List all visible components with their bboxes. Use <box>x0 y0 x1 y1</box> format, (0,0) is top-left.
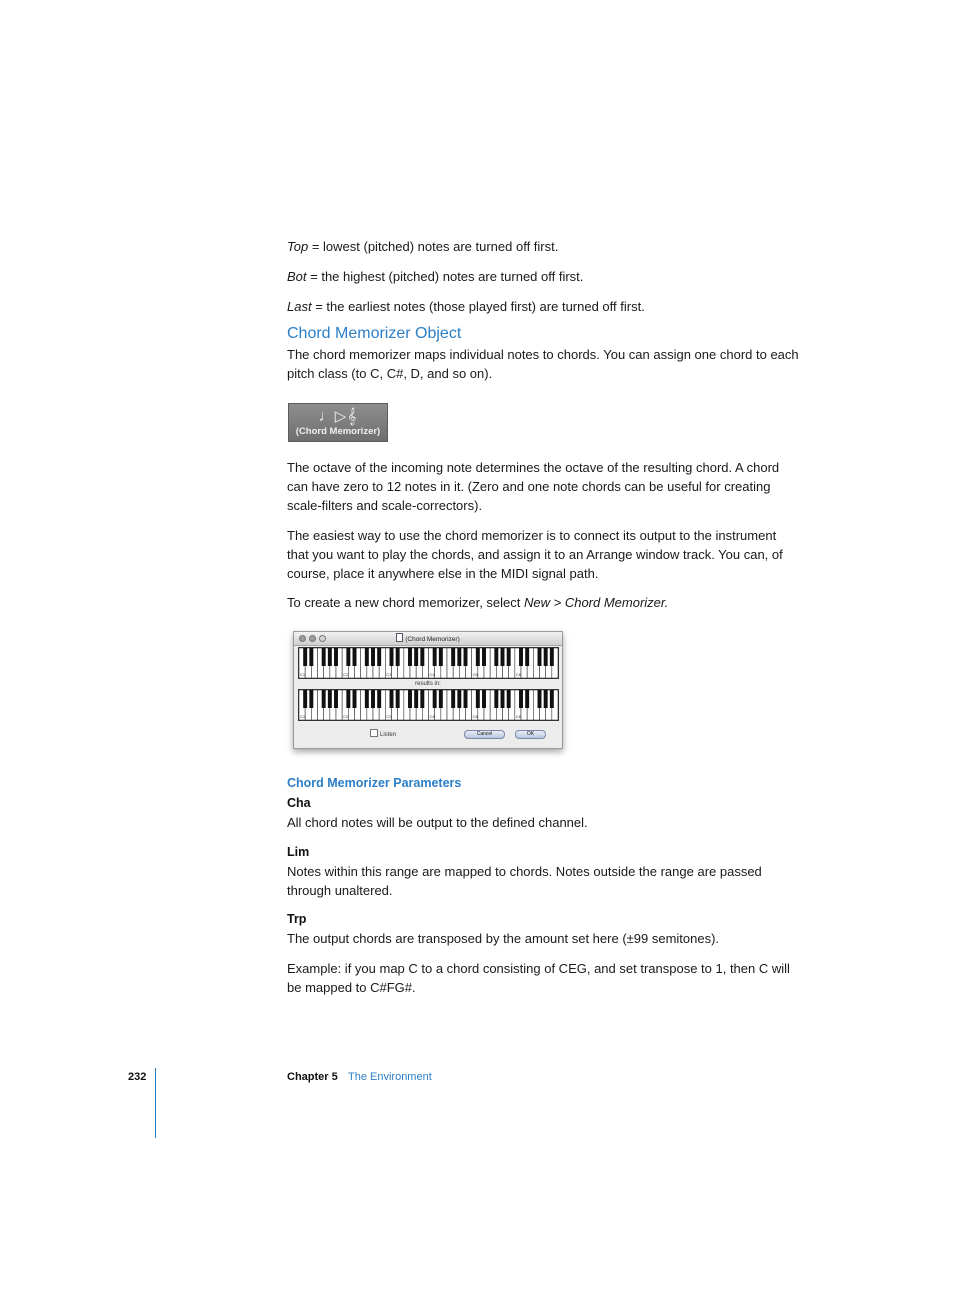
black-key[interactable] <box>544 648 548 666</box>
example-text: Example: if you map C to a chord consisting of CEG, and set transpose to 1, then C will be mapped to C#FG#. <box>287 961 790 995</box>
black-key[interactable] <box>464 690 468 708</box>
param-lim-label: Lim <box>287 845 310 859</box>
black-key[interactable] <box>451 690 455 708</box>
object-label: (Chord Memorizer) <box>295 426 381 437</box>
black-key[interactable] <box>346 690 350 708</box>
black-key[interactable] <box>538 648 542 666</box>
black-key[interactable] <box>439 648 443 666</box>
black-key[interactable] <box>353 648 357 666</box>
black-key[interactable] <box>507 690 511 708</box>
ok-button[interactable]: OK <box>515 730 546 739</box>
octave-label: C5 <box>472 714 478 719</box>
black-key[interactable] <box>414 648 418 666</box>
note-glyphs-icon: ♩▷𝄞 <box>318 408 358 425</box>
menu-path: New > Chord Memorizer. <box>524 595 669 610</box>
black-key[interactable] <box>353 690 357 708</box>
black-key[interactable] <box>365 690 369 708</box>
black-key[interactable] <box>544 690 548 708</box>
term-last: Last <box>287 299 312 314</box>
black-key[interactable] <box>482 648 486 666</box>
footer-rule <box>155 1068 156 1138</box>
black-key[interactable] <box>420 648 424 666</box>
black-key[interactable] <box>538 690 542 708</box>
black-key[interactable] <box>457 648 461 666</box>
black-key[interactable] <box>464 648 468 666</box>
black-key[interactable] <box>328 690 332 708</box>
octave-label: C6 <box>515 714 521 719</box>
document-icon <box>396 633 403 642</box>
section-para-2: The octave of the incoming note determines the octave of the resulting chord. A chord can have zero to 12 notes in it. (Zero and one note chords can be useful for creating scale-filters and scale-correctors). <box>287 460 780 513</box>
black-key[interactable] <box>408 690 412 708</box>
black-key[interactable] <box>346 648 350 666</box>
black-key[interactable] <box>408 648 412 666</box>
black-key[interactable] <box>322 690 326 708</box>
octave-label: C2 <box>343 672 349 677</box>
window-title <box>294 633 562 643</box>
parameters-heading: Chord Memorizer Parameters <box>287 776 462 790</box>
black-key[interactable] <box>494 648 498 666</box>
chord-memorizer-window <box>293 631 563 749</box>
black-key[interactable] <box>482 690 486 708</box>
octave-label: C5 <box>472 672 478 677</box>
intro-line-last <box>287 297 799 316</box>
octave-label: C1 <box>300 714 306 719</box>
black-key[interactable] <box>371 690 375 708</box>
desc-bot: = the highest (pitched) notes are turned off first. <box>306 269 584 284</box>
black-key[interactable] <box>525 690 529 708</box>
intro-line-top <box>287 237 799 256</box>
para4-prefix: To create a new chord memorizer, select <box>287 595 524 610</box>
param-trp-label: Trp <box>287 912 307 926</box>
param-trp-text: The output chords are transposed by the amount set here (±99 semitones). <box>287 931 720 946</box>
octave-label: C6 <box>515 672 521 677</box>
input-keyboard[interactable] <box>298 647 559 679</box>
checkbox-icon[interactable] <box>370 729 378 737</box>
page-number: 232 <box>128 1071 147 1083</box>
black-key[interactable] <box>451 648 455 666</box>
window-titlebar <box>294 632 562 646</box>
black-key[interactable] <box>519 690 523 708</box>
black-key[interactable] <box>390 648 394 666</box>
black-key[interactable] <box>457 690 461 708</box>
desc-top: = lowest (pitched) notes are turned off first. <box>308 239 559 254</box>
chapter-name: The Environment <box>348 1071 432 1083</box>
black-key[interactable] <box>377 648 381 666</box>
octave-label: C3 <box>386 672 392 677</box>
black-key[interactable] <box>377 690 381 708</box>
black-key[interactable] <box>433 690 437 708</box>
black-key[interactable] <box>303 648 307 666</box>
octave-label: C1 <box>300 672 306 677</box>
black-key[interactable] <box>303 690 307 708</box>
black-key[interactable] <box>501 648 505 666</box>
param-cha-text: All chord notes will be output to the defined channel. <box>287 815 588 830</box>
black-key[interactable] <box>420 690 424 708</box>
black-key[interactable] <box>525 648 529 666</box>
black-key[interactable] <box>439 690 443 708</box>
black-key[interactable] <box>334 690 338 708</box>
black-key[interactable] <box>396 690 400 708</box>
results-label: results in: <box>415 681 441 687</box>
black-key[interactable] <box>309 648 313 666</box>
listen-label: Listen <box>380 732 397 738</box>
param-lim-text: Notes within this range are mapped to chords. Notes outside the range are passed through unaltered. <box>287 864 762 898</box>
black-key[interactable] <box>507 648 511 666</box>
black-key[interactable] <box>519 648 523 666</box>
desc-last: = the earliest notes (those played first) are turned off first. <box>311 299 645 314</box>
octave-label: C3 <box>386 714 392 719</box>
black-key[interactable] <box>550 648 554 666</box>
black-key[interactable] <box>365 648 369 666</box>
black-key[interactable] <box>414 690 418 708</box>
black-key[interactable] <box>322 648 326 666</box>
black-key[interactable] <box>390 690 394 708</box>
section-heading: Chord Memorizer Object <box>287 325 462 342</box>
black-key[interactable] <box>334 648 338 666</box>
black-key[interactable] <box>396 648 400 666</box>
black-key[interactable] <box>476 648 480 666</box>
black-key[interactable] <box>328 648 332 666</box>
black-key[interactable] <box>433 648 437 666</box>
output-keyboard[interactable] <box>298 689 559 721</box>
section-para-1: The chord memorizer maps individual notes to chords. You can assign one chord to each pitch class (to C, C#, D, and so on). <box>287 347 799 381</box>
octave-label: C4 <box>429 714 435 719</box>
listen-checkbox[interactable] <box>370 729 396 738</box>
param-cha-label: Cha <box>287 796 311 810</box>
intro-line-bot <box>287 267 799 286</box>
cancel-button[interactable]: Cancel <box>464 730 505 739</box>
section-para-3: The easiest way to use the chord memorizer is to connect its output to the instrument that you want to play the chords, and assign it to an Arrange window track. You can, of course, place it anywhere else in the MIDI signal path. <box>287 528 783 581</box>
chapter-label: Chapter 5 <box>287 1071 338 1083</box>
term-top: Top <box>287 239 309 254</box>
black-key[interactable] <box>501 690 505 708</box>
chord-memorizer-object-icon <box>288 403 388 442</box>
black-key[interactable] <box>476 690 480 708</box>
black-key[interactable] <box>309 690 313 708</box>
term-bot: Bot <box>287 269 307 284</box>
black-key[interactable] <box>494 690 498 708</box>
octave-label: C4 <box>429 672 435 677</box>
black-key[interactable] <box>371 648 375 666</box>
section-para-4 <box>287 593 799 612</box>
black-key[interactable] <box>550 690 554 708</box>
window-title-text: (Chord Memorizer) <box>405 636 460 643</box>
octave-label: C2 <box>343 714 349 719</box>
